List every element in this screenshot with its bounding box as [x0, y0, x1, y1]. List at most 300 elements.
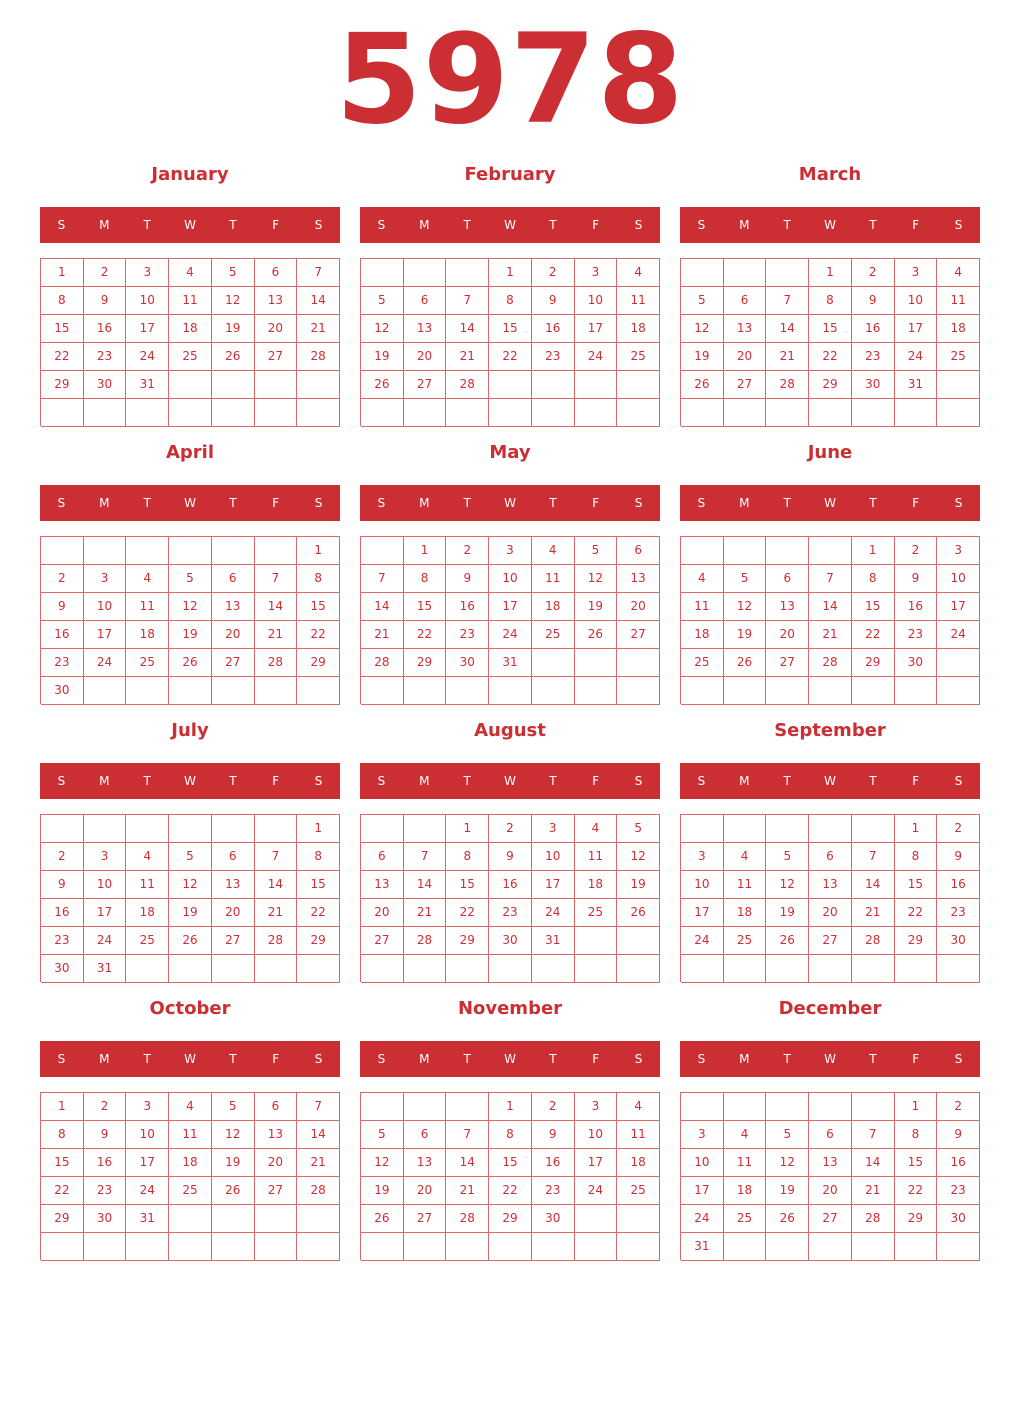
day-cell: 12 [169, 871, 212, 899]
day-cell: 6 [404, 287, 447, 315]
day-cell: 15 [446, 871, 489, 899]
day-cell: 30 [446, 649, 489, 677]
day-cell: 26 [766, 927, 809, 955]
empty-cell [361, 399, 404, 427]
day-cell: 4 [617, 1093, 660, 1121]
day-cell: 3 [126, 259, 169, 287]
day-cell: 6 [212, 843, 255, 871]
empty-cell [532, 1233, 575, 1261]
weekday-label: F [592, 1052, 600, 1066]
weekday-label: M [99, 218, 110, 232]
day-cell: 5 [169, 565, 212, 593]
day-cell: 17 [575, 315, 618, 343]
day-cell: 16 [446, 593, 489, 621]
day-cell: 20 [724, 343, 767, 371]
day-cell: 3 [84, 565, 127, 593]
day-cell: 11 [937, 287, 980, 315]
day-cell: 4 [126, 565, 169, 593]
day-cell: 25 [937, 343, 980, 371]
weekday-label: M [739, 1052, 750, 1066]
day-cell: 24 [681, 1205, 724, 1233]
empty-cell [446, 259, 489, 287]
day-cell: 29 [895, 1205, 938, 1233]
empty-cell [617, 399, 660, 427]
day-cell: 18 [617, 1149, 660, 1177]
day-cell: 27 [617, 621, 660, 649]
day-grid [40, 536, 340, 704]
day-cell: 13 [404, 315, 447, 343]
day-cell: 22 [446, 899, 489, 927]
empty-cell [809, 537, 852, 565]
empty-cell [724, 399, 767, 427]
weekday-label: W [504, 218, 516, 232]
day-cell: 16 [41, 899, 84, 927]
day-cell: 18 [532, 593, 575, 621]
day-cell: 5 [212, 1093, 255, 1121]
empty-cell [41, 1233, 84, 1261]
day-cell: 14 [255, 593, 298, 621]
empty-cell [937, 649, 980, 677]
day-cell: 11 [169, 1121, 212, 1149]
empty-cell [681, 537, 724, 565]
weekday-label: W [824, 496, 836, 510]
empty-cell [724, 677, 767, 705]
day-cell: 22 [297, 899, 340, 927]
weekday-label: F [912, 218, 920, 232]
weekday-label: T [463, 1052, 471, 1066]
day-cell: 25 [169, 343, 212, 371]
day-cell: 4 [617, 259, 660, 287]
empty-cell [617, 677, 660, 705]
empty-cell [766, 1093, 809, 1121]
empty-cell [212, 815, 255, 843]
day-cell: 12 [724, 593, 767, 621]
day-cell: 17 [575, 1149, 618, 1177]
day-cell: 24 [126, 1177, 169, 1205]
day-cell: 30 [84, 371, 127, 399]
day-cell: 5 [575, 537, 618, 565]
empty-cell [489, 1233, 532, 1261]
weekday-label: M [419, 774, 430, 788]
day-cell: 30 [937, 1205, 980, 1233]
day-cell: 14 [766, 315, 809, 343]
day-cell: 12 [169, 593, 212, 621]
weekday-label: S [314, 496, 323, 510]
day-cell: 23 [41, 927, 84, 955]
empty-cell [212, 537, 255, 565]
weekday-label: S [314, 774, 323, 788]
weekday-header [360, 485, 660, 521]
day-cell: 29 [809, 371, 852, 399]
weekday-label: S [697, 1052, 706, 1066]
day-cell: 22 [297, 621, 340, 649]
day-cell: 23 [937, 899, 980, 927]
weekday-label: S [954, 774, 963, 788]
day-cell: 10 [126, 1121, 169, 1149]
weekday-label: S [697, 218, 706, 232]
day-cell: 4 [575, 815, 618, 843]
empty-cell [404, 1093, 447, 1121]
day-cell: 18 [681, 621, 724, 649]
day-cell: 25 [126, 649, 169, 677]
day-cell: 29 [489, 1205, 532, 1233]
day-cell: 24 [84, 649, 127, 677]
month-name: January [151, 164, 229, 185]
day-cell: 9 [84, 1121, 127, 1149]
day-cell: 18 [575, 871, 618, 899]
weekday-label: S [634, 1052, 643, 1066]
day-cell: 16 [852, 315, 895, 343]
day-cell: 2 [84, 259, 127, 287]
empty-cell [126, 1233, 169, 1261]
day-cell: 10 [532, 843, 575, 871]
empty-cell [169, 955, 212, 983]
day-cell: 15 [489, 315, 532, 343]
empty-cell [212, 371, 255, 399]
month-name: October [149, 998, 231, 1019]
empty-cell [255, 815, 298, 843]
empty-cell [361, 537, 404, 565]
day-grid [360, 258, 660, 426]
weekday-label: W [184, 496, 196, 510]
weekday-label: F [912, 496, 920, 510]
empty-cell [809, 815, 852, 843]
day-cell: 7 [446, 287, 489, 315]
weekday-label: W [504, 1052, 516, 1066]
day-cell: 23 [937, 1177, 980, 1205]
day-cell: 25 [617, 343, 660, 371]
day-cell: 2 [489, 815, 532, 843]
day-cell: 4 [532, 537, 575, 565]
empty-cell [575, 1233, 618, 1261]
empty-cell [126, 815, 169, 843]
day-cell: 29 [297, 927, 340, 955]
weekday-header [680, 485, 980, 521]
empty-cell [617, 955, 660, 983]
day-cell: 27 [809, 927, 852, 955]
day-cell: 21 [446, 343, 489, 371]
day-cell: 28 [255, 927, 298, 955]
day-cell: 22 [404, 621, 447, 649]
day-cell: 15 [297, 871, 340, 899]
empty-cell [852, 1093, 895, 1121]
day-cell: 1 [297, 815, 340, 843]
day-cell: 26 [724, 649, 767, 677]
day-cell: 12 [361, 315, 404, 343]
empty-cell [724, 259, 767, 287]
day-cell: 29 [297, 649, 340, 677]
empty-cell [937, 371, 980, 399]
empty-cell [617, 927, 660, 955]
empty-cell [489, 399, 532, 427]
day-cell: 11 [617, 1121, 660, 1149]
day-cell: 9 [41, 593, 84, 621]
empty-cell [681, 677, 724, 705]
day-cell: 29 [41, 371, 84, 399]
month-name: December [778, 998, 882, 1019]
day-cell: 15 [852, 593, 895, 621]
empty-cell [724, 537, 767, 565]
day-cell: 18 [617, 315, 660, 343]
day-cell: 28 [361, 649, 404, 677]
empty-cell [532, 955, 575, 983]
day-cell: 11 [532, 565, 575, 593]
day-cell: 16 [532, 1149, 575, 1177]
day-cell: 13 [404, 1149, 447, 1177]
empty-cell [297, 1205, 340, 1233]
day-cell: 24 [84, 927, 127, 955]
day-cell: 26 [212, 343, 255, 371]
day-cell: 11 [724, 1149, 767, 1177]
weekday-label: F [592, 496, 600, 510]
empty-cell [446, 1233, 489, 1261]
day-cell: 10 [489, 565, 532, 593]
day-cell: 23 [489, 899, 532, 927]
day-cell: 6 [809, 1121, 852, 1149]
day-cell: 28 [446, 1205, 489, 1233]
day-cell: 25 [724, 1205, 767, 1233]
day-cell: 13 [255, 1121, 298, 1149]
day-cell: 30 [489, 927, 532, 955]
day-cell: 12 [766, 1149, 809, 1177]
day-cell: 19 [169, 621, 212, 649]
day-cell: 14 [809, 593, 852, 621]
weekday-header [680, 207, 980, 243]
empty-cell [724, 955, 767, 983]
day-cell: 19 [724, 621, 767, 649]
day-cell: 30 [937, 927, 980, 955]
day-cell: 23 [532, 1177, 575, 1205]
weekday-label: T [549, 496, 557, 510]
empty-cell [297, 399, 340, 427]
empty-cell [617, 1205, 660, 1233]
month-name: April [165, 442, 215, 463]
month-name: June [807, 442, 853, 463]
empty-cell [766, 815, 809, 843]
weekday-label: F [272, 774, 280, 788]
day-cell: 8 [41, 1121, 84, 1149]
weekday-label: W [184, 1052, 196, 1066]
day-cell: 2 [532, 259, 575, 287]
day-cell: 9 [937, 1121, 980, 1149]
weekday-label: S [57, 774, 66, 788]
empty-cell [361, 259, 404, 287]
weekday-label: W [504, 774, 516, 788]
empty-cell [617, 1233, 660, 1261]
day-cell: 13 [255, 287, 298, 315]
day-cell: 17 [532, 871, 575, 899]
day-cell: 9 [41, 871, 84, 899]
weekday-label: S [634, 496, 643, 510]
day-cell: 21 [297, 1149, 340, 1177]
empty-cell [404, 259, 447, 287]
day-cell: 19 [617, 871, 660, 899]
day-cell: 27 [809, 1205, 852, 1233]
empty-cell [809, 955, 852, 983]
empty-cell [169, 399, 212, 427]
day-cell: 27 [212, 927, 255, 955]
day-cell: 7 [297, 1093, 340, 1121]
day-cell: 28 [852, 927, 895, 955]
day-cell: 20 [766, 621, 809, 649]
day-cell: 27 [255, 1177, 298, 1205]
day-cell: 11 [169, 287, 212, 315]
empty-cell [126, 399, 169, 427]
day-cell: 24 [126, 343, 169, 371]
day-cell: 12 [361, 1149, 404, 1177]
month-name: July [171, 720, 209, 741]
day-cell: 14 [446, 1149, 489, 1177]
day-cell: 20 [809, 1177, 852, 1205]
day-cell: 21 [852, 899, 895, 927]
day-cell: 20 [255, 1149, 298, 1177]
day-cell: 7 [255, 565, 298, 593]
day-cell: 24 [575, 1177, 618, 1205]
weekday-label: T [229, 218, 237, 232]
weekday-label: T [143, 218, 151, 232]
weekday-label: F [912, 1052, 920, 1066]
day-cell: 16 [937, 1149, 980, 1177]
empty-cell [169, 677, 212, 705]
day-cell: 3 [575, 259, 618, 287]
empty-cell [84, 1233, 127, 1261]
day-cell: 26 [681, 371, 724, 399]
empty-cell [126, 677, 169, 705]
day-grid [40, 814, 340, 982]
day-cell: 11 [617, 287, 660, 315]
day-cell: 3 [575, 1093, 618, 1121]
day-cell: 31 [126, 1205, 169, 1233]
day-cell: 11 [681, 593, 724, 621]
day-cell: 12 [766, 871, 809, 899]
day-cell: 6 [617, 537, 660, 565]
day-cell: 19 [169, 899, 212, 927]
day-cell: 2 [84, 1093, 127, 1121]
day-cell: 10 [126, 287, 169, 315]
weekday-label: M [99, 1052, 110, 1066]
weekday-label: M [419, 218, 430, 232]
empty-cell [895, 955, 938, 983]
day-cell: 8 [489, 1121, 532, 1149]
empty-cell [575, 677, 618, 705]
empty-cell [489, 677, 532, 705]
day-grid [360, 814, 660, 982]
day-cell: 6 [212, 565, 255, 593]
empty-cell [169, 1233, 212, 1261]
day-grid [680, 258, 980, 426]
day-cell: 9 [852, 287, 895, 315]
day-cell: 30 [532, 1205, 575, 1233]
day-cell: 26 [361, 1205, 404, 1233]
day-cell: 31 [681, 1233, 724, 1261]
day-grid [40, 1092, 340, 1260]
day-cell: 21 [852, 1177, 895, 1205]
day-cell: 10 [84, 871, 127, 899]
day-cell: 17 [84, 899, 127, 927]
day-cell: 2 [937, 1093, 980, 1121]
weekday-label: W [504, 496, 516, 510]
weekday-label: M [739, 496, 750, 510]
day-cell: 25 [126, 927, 169, 955]
day-cell: 19 [212, 1149, 255, 1177]
day-cell: 2 [852, 259, 895, 287]
empty-cell [212, 1233, 255, 1261]
day-cell: 25 [532, 621, 575, 649]
day-cell: 7 [852, 843, 895, 871]
empty-cell [169, 815, 212, 843]
day-cell: 6 [404, 1121, 447, 1149]
day-cell: 29 [404, 649, 447, 677]
day-cell: 12 [681, 315, 724, 343]
empty-cell [766, 955, 809, 983]
day-cell: 1 [489, 259, 532, 287]
empty-cell [852, 399, 895, 427]
weekday-label: S [377, 774, 386, 788]
day-cell: 16 [895, 593, 938, 621]
empty-cell [255, 399, 298, 427]
day-cell: 24 [532, 899, 575, 927]
day-cell: 12 [212, 287, 255, 315]
weekday-label: F [592, 218, 600, 232]
day-cell: 3 [532, 815, 575, 843]
weekday-label: T [783, 774, 791, 788]
day-cell: 25 [617, 1177, 660, 1205]
empty-cell [766, 259, 809, 287]
day-cell: 27 [255, 343, 298, 371]
day-cell: 11 [724, 871, 767, 899]
weekday-label: T [869, 1052, 877, 1066]
weekday-label: T [143, 774, 151, 788]
day-cell: 30 [895, 649, 938, 677]
day-cell: 18 [126, 621, 169, 649]
day-cell: 18 [169, 1149, 212, 1177]
day-cell: 7 [297, 259, 340, 287]
day-cell: 8 [297, 843, 340, 871]
day-cell: 11 [126, 871, 169, 899]
day-cell: 16 [84, 315, 127, 343]
weekday-label: T [869, 218, 877, 232]
weekday-label: T [869, 774, 877, 788]
day-cell: 15 [895, 1149, 938, 1177]
empty-cell [852, 815, 895, 843]
empty-cell [404, 815, 447, 843]
day-cell: 23 [532, 343, 575, 371]
empty-cell [681, 955, 724, 983]
day-cell: 19 [575, 593, 618, 621]
weekday-label: M [419, 1052, 430, 1066]
day-cell: 8 [297, 565, 340, 593]
empty-cell [575, 955, 618, 983]
day-cell: 22 [852, 621, 895, 649]
day-cell: 6 [255, 1093, 298, 1121]
day-grid [680, 814, 980, 982]
day-cell: 21 [809, 621, 852, 649]
empty-cell [212, 399, 255, 427]
weekday-label: S [954, 218, 963, 232]
day-cell: 14 [361, 593, 404, 621]
day-cell: 24 [489, 621, 532, 649]
day-cell: 28 [809, 649, 852, 677]
empty-cell [255, 537, 298, 565]
empty-cell [84, 537, 127, 565]
day-cell: 21 [255, 621, 298, 649]
day-cell: 9 [84, 287, 127, 315]
day-cell: 18 [724, 1177, 767, 1205]
day-cell: 14 [852, 871, 895, 899]
day-cell: 28 [852, 1205, 895, 1233]
weekday-label: S [377, 1052, 386, 1066]
day-cell: 12 [575, 565, 618, 593]
